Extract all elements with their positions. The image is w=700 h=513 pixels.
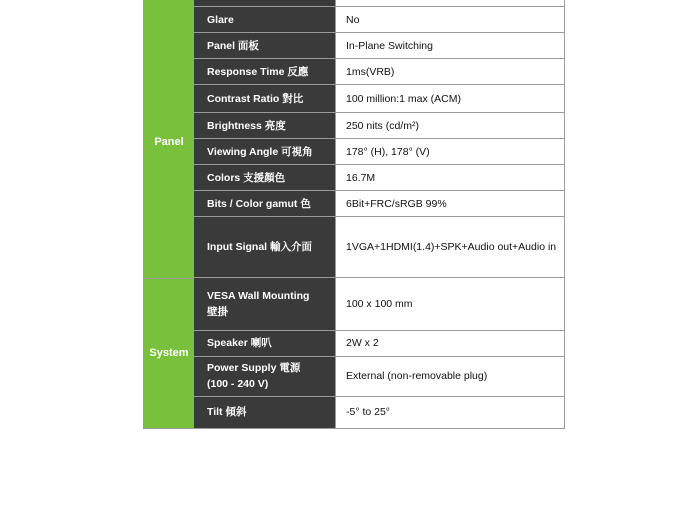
spec-label-power-line1: Power Supply 電源 (207, 362, 301, 374)
table-row (144, 396, 565, 428)
spec-label-vesa-line2: 壁掛 (207, 305, 228, 318)
table-row (144, 33, 565, 59)
spec-label-contrast: Contrast Ratio 對比 (194, 85, 336, 113)
table-row (144, 139, 565, 165)
table-row (144, 85, 565, 113)
table-row (144, 191, 565, 217)
spec-value-speaker: 2W x 2 (336, 330, 565, 356)
table-row (144, 113, 565, 139)
category-panel: Panel (144, 7, 195, 279)
table-row (144, 330, 565, 356)
spec-value-input-signal: 1VGA+1HDMI(1.4)+SPK+Audio out+Audio in (336, 217, 565, 278)
table-row (144, 278, 565, 330)
spec-label-vesa (194, 278, 336, 330)
spec-label-brightness: Brightness 亮度 (194, 113, 336, 139)
spec-label-vesa-line1: VESA Wall Mounting (207, 289, 310, 302)
table-row (144, 356, 565, 396)
spec-label-speaker: Speaker 喇叭 (194, 330, 336, 356)
spec-label-response-time: Response Time 反應 (194, 59, 336, 85)
category-system: System (144, 278, 195, 428)
spec-label-colors: Colors 支援顏色 (194, 165, 336, 191)
spec-value-colors: 16.7M (336, 165, 565, 191)
table-row (144, 165, 565, 191)
spec-value-vesa: 100 x 100 mm (336, 278, 565, 330)
spec-value-viewing-angle: 178° (H), 178° (V) (336, 139, 565, 165)
spec-label-glare: Glare (194, 7, 336, 33)
spec-value-panel: In-Plane Switching (336, 33, 565, 59)
spec-label-input-signal: Input Signal 輸入介面 (194, 217, 336, 278)
spec-value-power: External (non-removable plug) (336, 356, 565, 396)
spec-value-glare: No (336, 7, 565, 33)
spec-value-response-time: 1ms(VRB) (336, 59, 565, 85)
spec-label-tilt: Tilt 傾斜 (194, 396, 336, 428)
spec-value-brightness: 250 nits (cd/m²) (336, 113, 565, 139)
table-row (144, 59, 565, 85)
spec-label-viewing-angle: Viewing Angle 可視角 (194, 139, 336, 165)
spec-value-bits: 6Bit+FRC/sRGB 99% (336, 191, 565, 217)
spec-label-power-line2: (100 - 240 V) (207, 378, 269, 390)
table-row (144, 217, 565, 278)
spec-value-tilt: -5° to 25° (336, 396, 565, 428)
spec-table (143, 0, 565, 429)
spec-value-contrast: 100 million:1 max (ACM) (336, 85, 565, 113)
spec-label-bits: Bits / Color gamut 色 (194, 191, 336, 217)
spec-label-power (194, 356, 336, 396)
spec-label-panel: Panel 面板 (194, 33, 336, 59)
table-row (144, 7, 565, 33)
